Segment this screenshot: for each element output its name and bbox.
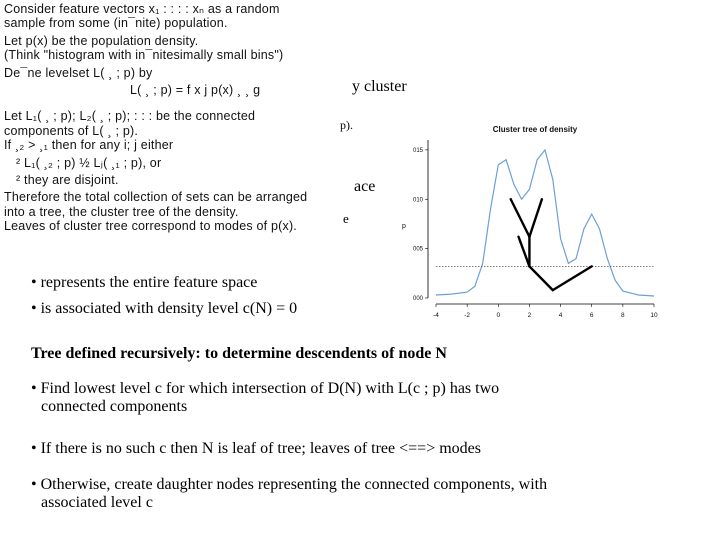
recursion-bullet xyxy=(31,440,481,458)
overlay-line: Leaves of cluster tree correspond to modes of p(x). xyxy=(4,219,297,234)
tree-branch xyxy=(519,237,530,267)
tree-branch xyxy=(511,199,530,237)
tree-branch xyxy=(553,266,592,290)
root-bullet: • is associated with density level c(N) = 0 xyxy=(31,300,298,317)
overlay-text-block xyxy=(0,0,340,234)
tree-branch xyxy=(529,199,541,237)
x-tick-label: -2 xyxy=(464,312,471,319)
recursion-bullet-line: • If there is no such c then N is leaf of tree; leaves of tree <==> modes xyxy=(31,440,481,457)
overlay-line: Therefore the total collection of sets can be arranged xyxy=(4,190,308,205)
x-tick-label: 2 xyxy=(527,312,532,319)
recursion-bullet xyxy=(31,380,499,416)
plot-title: Cluster tree of density xyxy=(492,125,578,134)
recursion-bullet-line: connected components xyxy=(41,398,188,415)
overlay-line: ² L₁( ¸₂ ; p) ½ Lⱼ( ¸₁ ; p), or xyxy=(16,155,162,170)
plot-ylabel: p xyxy=(402,223,406,230)
overlay-line: L( ¸ ; p) = f x j p(x) ¸ ¸ g xyxy=(130,83,261,98)
recursion-bullet-line: • Otherwise, create daughter nodes representing the connected components, with xyxy=(31,476,548,493)
overlay-line: ² they are disjoint. xyxy=(16,173,119,188)
recursion-bullet-line: associated level c xyxy=(41,494,153,511)
overlay-line: sample from some (in¯nite) population. xyxy=(4,16,228,31)
density-plot xyxy=(400,118,670,333)
recursion-bullet xyxy=(31,476,547,512)
recursion-heading: Tree defined recursively: to determine descendents of node N xyxy=(31,345,447,362)
tree-branch xyxy=(529,266,552,290)
y-tick-label: 015 xyxy=(412,147,423,154)
fragment-e: e xyxy=(343,211,349,226)
fragment-ace: ace xyxy=(354,178,376,195)
y-tick-label: 010 xyxy=(412,197,423,204)
y-tick-label: 005 xyxy=(412,246,423,253)
density-curve xyxy=(436,150,654,296)
root-bullet: • represents the entire feature space xyxy=(31,274,258,291)
x-tick-label: 0 xyxy=(496,312,501,319)
fragment-paren: p). xyxy=(340,118,353,132)
overlay-line: Let p(x) be the population density. xyxy=(4,33,199,48)
x-tick-label: 8 xyxy=(621,312,625,319)
y-tick-label: 000 xyxy=(412,296,423,302)
recursion-bullet-line: • Find lowest level c for which intersection of D(N) with L(c ; p) has two xyxy=(31,380,500,397)
overlay-line: If ¸₂ > ¸₁ then for any i; j either xyxy=(4,138,174,153)
overlay-line: into a tree, the cluster tree of the density. xyxy=(4,204,239,219)
overlay-line: De¯ne levelset L( ¸ ; p) by xyxy=(4,65,153,80)
x-tick-label: 10 xyxy=(650,312,658,319)
overlay-line: Let L₁( ¸ ; p); L₂( ¸ ; p); : : : be the connected xyxy=(4,109,256,124)
overlay-line: Consider feature vectors x₁ : : : : xₙ as a random xyxy=(4,2,280,16)
fragment-cluster: y cluster xyxy=(352,78,407,95)
x-tick-label: 4 xyxy=(558,312,563,319)
overlay-line: components of L( ¸ ; p). xyxy=(4,123,139,138)
x-tick-label: -4 xyxy=(433,312,439,319)
overlay-line: (Think "histogram with in¯nitesimally small bins") xyxy=(4,48,284,63)
x-tick-label: 6 xyxy=(589,312,594,319)
